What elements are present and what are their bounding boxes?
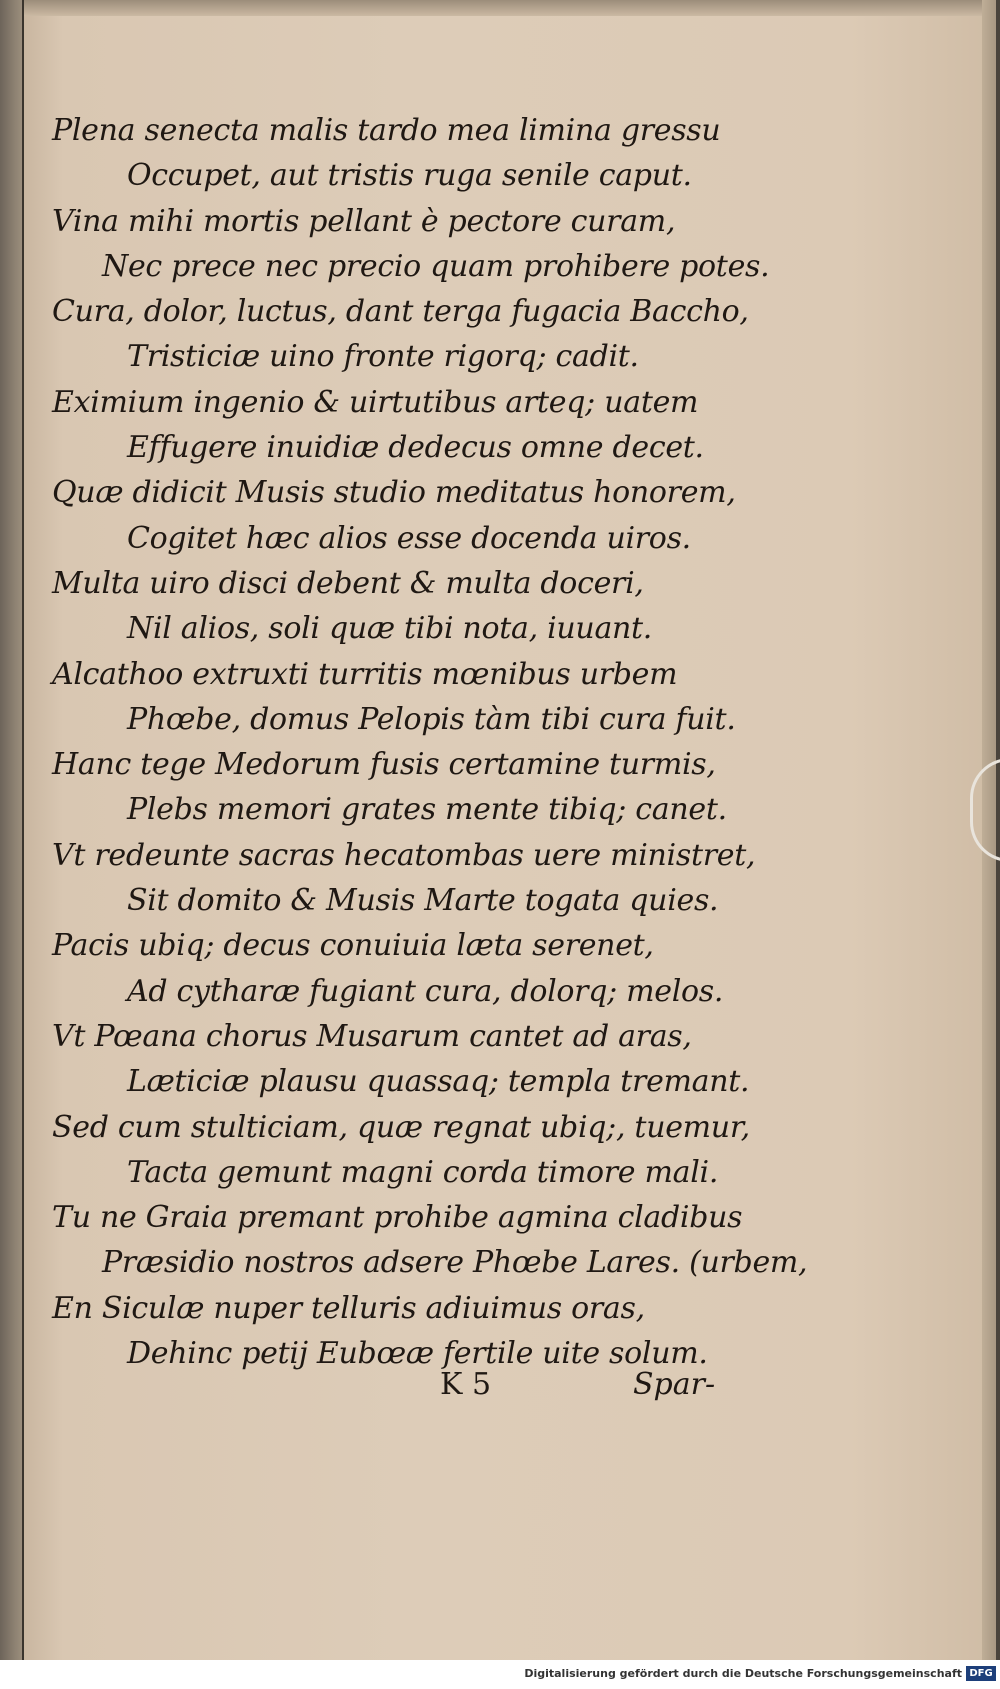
verse-line: Alcathoo extruxti turritis mœnibus urbem (52, 656, 678, 692)
verse-line: Tu ne Graia premant prohibe agmina cladibus (52, 1200, 743, 1236)
verse-line: Præsidio nostros adsere Phœbe Lares. (urbem, (102, 1245, 808, 1281)
verse-line: Vt Pœana chorus Musarum cantet ad aras, (52, 1018, 692, 1054)
verse-line: Cura, dolor, luctus, dant terga fugacia Baccho, (52, 294, 749, 330)
verse-line: Effugere inuidiæ dedecus omne decet. (127, 430, 704, 466)
verse-line: Læticiæ plausu quassaq; templa tremant. (127, 1064, 750, 1100)
verse-line: Sit domito & Musis Marte togata quies. (127, 883, 719, 919)
verse-line: Quæ didicit Musis studio meditatus honorem, (52, 475, 736, 511)
verse-line: Sed cum stulticiam, quæ regnat ubiq;, tuemur, (52, 1109, 750, 1145)
verse-text-block (52, 108, 952, 1376)
verse-line: Eximium ingenio & uirtutibus arteq; uatem (52, 384, 699, 420)
verse-line: Plena senecta malis tardo mea limina gressu (52, 113, 721, 148)
verse-line: Pacis ubiq; decus conuiuia læta serenet, (52, 928, 654, 964)
verse-line: Hanc tege Medorum fusis certamine turmis, (52, 747, 716, 783)
verse-line: Nec prece nec precio quam prohibere potes. (102, 248, 770, 284)
page-footer (0, 1367, 1000, 1413)
verse-line: Vina mihi mortis pellant è pectore curam, (52, 203, 676, 239)
page-top-edge (24, 0, 996, 16)
verse-line: Occupet, aut tristis ruga senile caput. (127, 158, 692, 194)
catchword: Spar- (633, 1367, 716, 1402)
verse-line: Multa uiro disci debent & multa doceri, (52, 565, 644, 601)
signature-mark: K 5 (440, 1367, 492, 1402)
verse-line: En Siculæ nuper telluris adiuimus oras, (52, 1290, 645, 1326)
verse-line: Cogitet hæc alios esse docenda uiros. (127, 520, 691, 556)
verse-line: Vt redeunte sacras hecatombas uere ministret, (52, 837, 756, 873)
verse-line: Ad cytharæ fugiant cura, dolorq; melos. (127, 973, 724, 1009)
verse-line: Tristiciæ uino fronte rigorq; cadit. (127, 339, 639, 375)
verse-line: Dehinc petij Eubœæ fertile uite solum. (127, 1336, 708, 1372)
verse-line: Nil alios, soli quæ tibi nota, iuuant. (127, 611, 653, 647)
verse-line: Tacta gemunt magni corda timore mali. (127, 1154, 719, 1190)
verse-line: Plebs memori grates mente tibiq; canet. (127, 792, 727, 828)
funding-credit: Digitalisierung gefördert durch die Deutsche Forschungsgemeinschaft (524, 1667, 962, 1680)
credit-bar (0, 1660, 1000, 1689)
verse-line: Phœbe, domus Pelopis tàm tibi cura fuit. (127, 701, 736, 737)
dfg-logo: DFG (966, 1666, 996, 1681)
